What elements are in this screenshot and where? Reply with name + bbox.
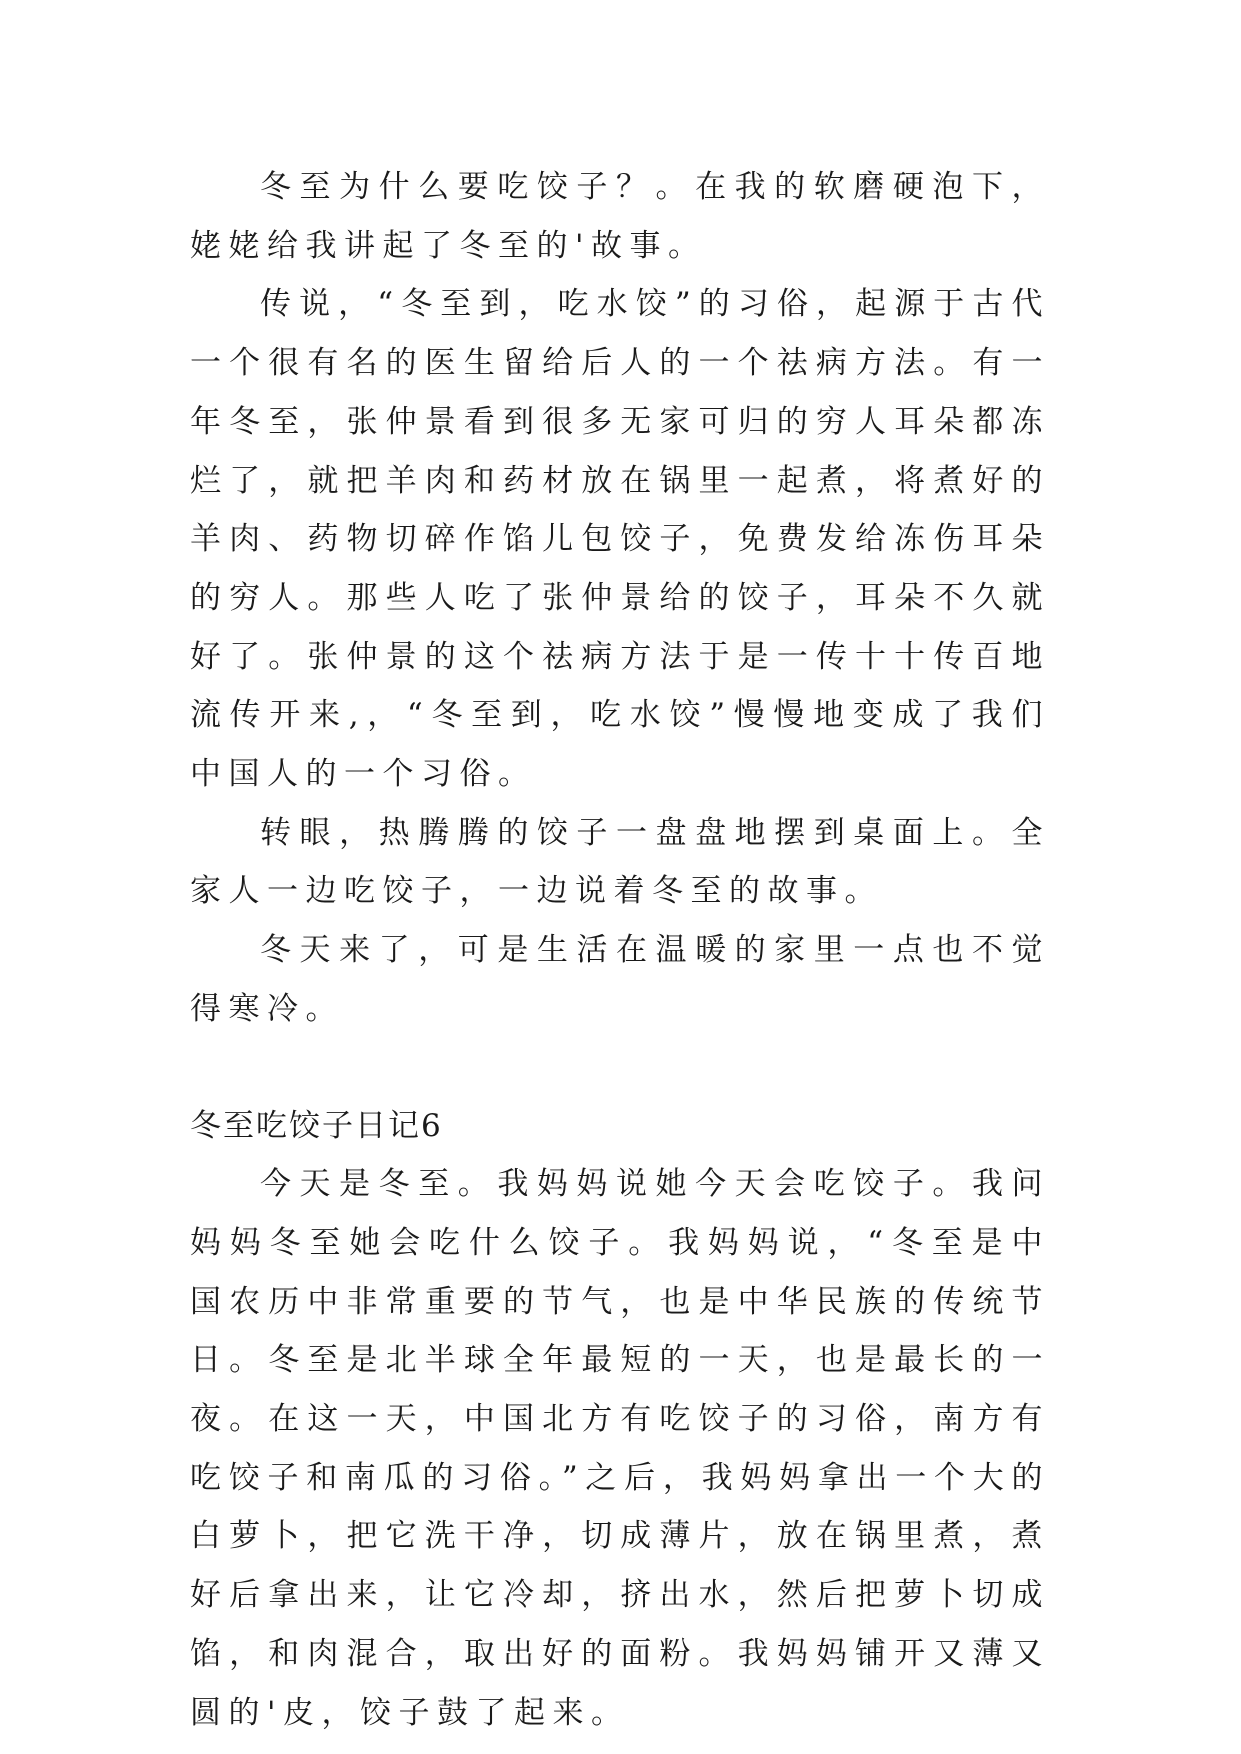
paragraph-story-intro: 冬至为什么要吃饺子？。在我的软磨硬泡下，姥姥给我讲起了冬至的'故事。: [190, 169, 1050, 264]
paragraph-legend: 传说，“冬至到，吃水饺”的习俗，起源于古代一个很有名的医生留给后人的一个祛病方法。有一年冬至，张仲景看到很多无家可归的穷人耳朵都冻烂了，就把羊肉和药材放在锅里一起煮，将煮好的羊肉、药物切碎作馅儿包饺子，免费发给冻伤耳朵的穷人。那些人吃了张仲景给的饺子，耳朵不久就好了。张仲景的这个祛病方法于是一传十十传百地流传开来,，“冬至到，吃水饺”慢慢地变成了我们中国人的一个习俗。: [190, 286, 1050, 793]
paragraph-dumplings-served: 转眼，热腾腾的饺子一盘盘地摆到桌面上。全家人一边吃饺子，一边说着冬至的故事。: [190, 814, 1050, 910]
section-spacer: [190, 1039, 1050, 1097]
section-heading: 冬至吃饺子日记6: [190, 1107, 443, 1144]
paragraph-diary-entry: 今天是冬至。我妈妈说她今天会吃饺子。我问妈妈冬至她会吃什么饺子。我妈妈说，“冬至是中国农历中非常重要的节气，也是中华民族的传统节日。冬至是北半球全年最短的一天，也是最长的一夜。在这一天，中国北方有吃饺子的习俗，南方有吃饺子和南瓜的习俗。”之后，我妈妈拿出一个大的白萝卜，把它洗干净，切成薄片，放在锅里煮，煮好后拿出来，让它冷却，挤出水，然后把萝卜切成馅，和肉混合，取出好的面粉。我妈妈铺开又薄又圆的'皮，饺子鼓了起来。: [190, 1166, 1050, 1731]
document-body: [190, 158, 1050, 1742]
paragraph-winter-warmth: 冬天来了，可是生活在温暖的家里一点也不觉得寒冷。: [190, 932, 1050, 1027]
